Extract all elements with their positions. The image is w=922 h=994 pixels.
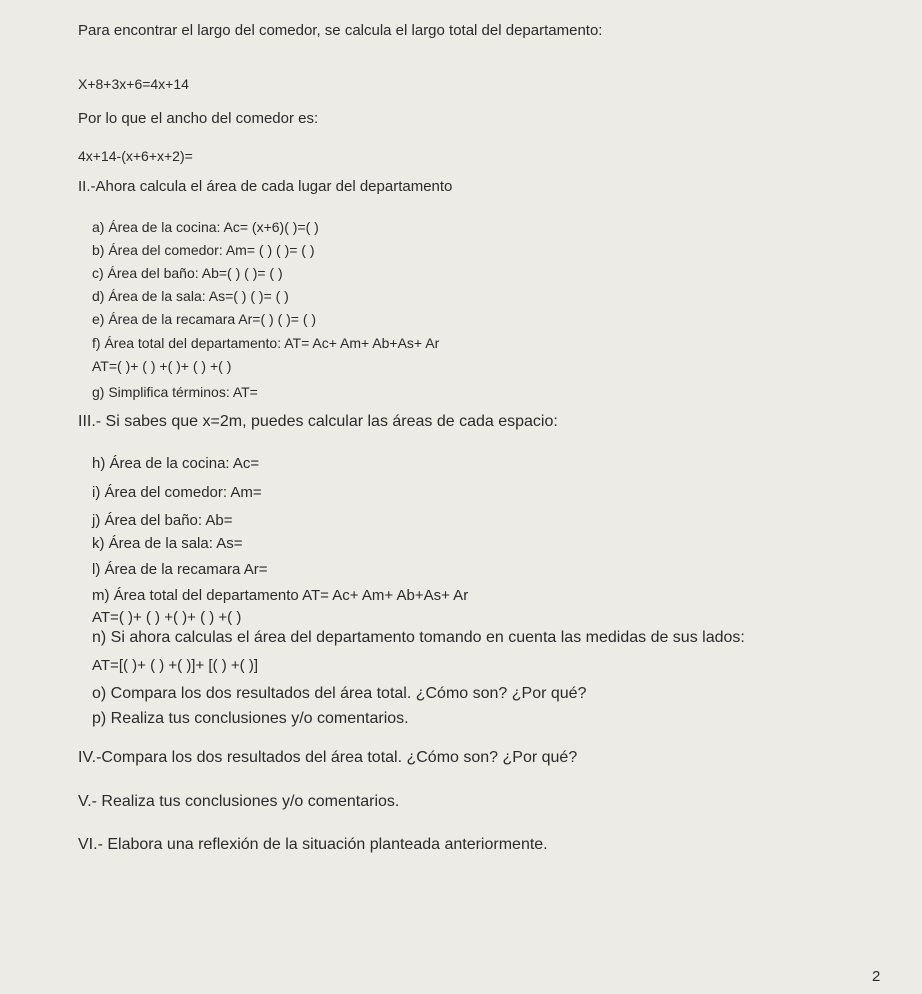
section-6: VI.- Elabora una reflexión de la situación planteada anteriormente.: [78, 836, 548, 853]
item-k: k) Área de la sala: As=: [92, 535, 243, 552]
item-n-sum: AT=[( )+ ( ) +( )]+ [( ) +( )]: [92, 657, 258, 674]
ancho-text: Por lo que el ancho del comedor es:: [78, 110, 319, 127]
section-3-title: III.- Si sabes que x=2m, puedes calcular las áreas de cada espacio:: [78, 413, 558, 430]
item-j: j) Área del baño: Ab=: [92, 512, 233, 529]
largo-equation: X+8+3x+6=4x+14: [78, 76, 189, 92]
item-o: o) Compara los dos resultados del área total. ¿Cómo son? ¿Por qué?: [92, 685, 587, 702]
item-c: c) Área del baño: Ab=( ) ( )= ( ): [92, 265, 283, 281]
item-n: n) Si ahora calculas el área del departamento tomando en cuenta las medidas de sus lados:: [92, 629, 745, 646]
item-g: g) Simplifica términos: AT=: [92, 384, 258, 400]
item-p: p) Realiza tus conclusiones y/o comentarios.: [92, 710, 409, 727]
item-l: l) Área de la recamara Ar=: [92, 561, 268, 578]
item-b: b) Área del comedor: Am= ( ) ( )= ( ): [92, 242, 315, 258]
section-5: V.- Realiza tus conclusiones y/o comentarios.: [78, 793, 400, 810]
item-a: a) Área de la cocina: Ac= (x+6)( )=( ): [92, 219, 319, 235]
item-e: e) Área de la recamara Ar=( ) ( )= ( ): [92, 311, 317, 327]
largo-text: Para encontrar el largo del comedor, se calcula el largo total del departamento:: [78, 22, 603, 39]
ancho-equation: 4x+14-(x+6+x+2)=: [78, 148, 193, 164]
item-m-sum: AT=( )+ ( ) +( )+ ( ) +( ): [92, 609, 242, 626]
item-h: h) Área de la cocina: Ac=: [92, 455, 260, 472]
section-4: IV.-Compara los dos resultados del área total. ¿Cómo son? ¿Por qué?: [78, 749, 578, 766]
page-number: 2: [872, 968, 881, 985]
item-m: m) Área total del departamento AT= Ac+ Am+ Ab+As+ Ar: [92, 587, 469, 604]
item-f-sum: AT=( )+ ( ) +( )+ ( ) +( ): [92, 358, 232, 374]
item-f: f) Área total del departamento: AT= Ac+ Am+ Ab+As+ Ar: [92, 335, 440, 351]
section-2-title: II.-Ahora calcula el área de cada lugar del departamento: [78, 178, 453, 195]
item-i: i) Área del comedor: Am=: [92, 484, 262, 501]
item-d: d) Área de la sala: As=( ) ( )= ( ): [92, 288, 289, 304]
